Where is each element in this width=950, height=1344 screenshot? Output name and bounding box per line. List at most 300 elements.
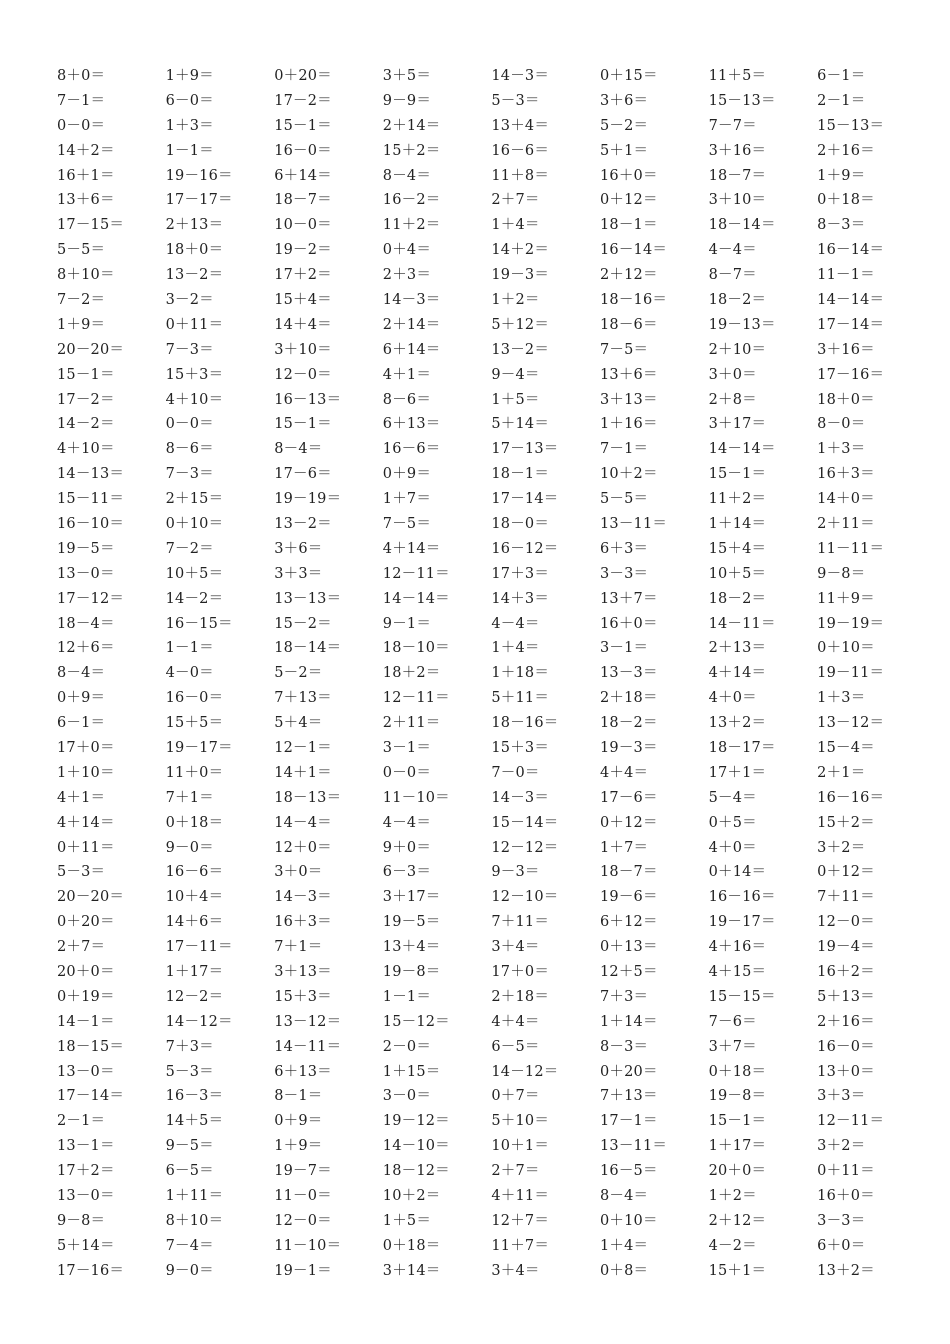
math-problem: 0＋5＝ — [708, 814, 757, 831]
math-problem: 14－3＝ — [274, 889, 332, 906]
math-problem: 18－2＝ — [708, 590, 767, 607]
math-problem: 6＋14＝ — [382, 341, 441, 358]
math-problem: 15＋4＝ — [274, 291, 332, 308]
math-problem: 12－12＝ — [491, 839, 559, 856]
math-problem: 18－2＝ — [599, 715, 658, 732]
math-problem: 18－2＝ — [708, 291, 767, 308]
math-problem: 9－5＝ — [165, 1138, 214, 1155]
math-problem: 18－1＝ — [599, 217, 658, 234]
math-problem: 2＋10＝ — [708, 341, 767, 358]
math-problem: 2＋11＝ — [382, 715, 441, 732]
math-problem: 14－12＝ — [165, 1013, 233, 1030]
problem-row — [57, 983, 937, 1008]
math-problem: 12－0＝ — [817, 914, 875, 931]
math-problem: 0＋18＝ — [382, 1237, 441, 1254]
math-problem: 18－1＝ — [491, 466, 550, 483]
math-problem: 5－3＝ — [165, 1063, 214, 1080]
math-problem: 7－0＝ — [491, 764, 540, 781]
math-problem: 6－1＝ — [57, 715, 106, 732]
math-problem: 13－2＝ — [491, 341, 550, 358]
math-problem: 17＋0＝ — [491, 964, 550, 980]
math-problem: 11＋0＝ — [165, 764, 224, 781]
math-problem: 3＋13＝ — [599, 391, 658, 408]
math-problem: 15＋5＝ — [165, 715, 224, 732]
math-problem: 13－1＝ — [57, 1138, 115, 1155]
math-problem: 15－1＝ — [274, 416, 332, 433]
math-problem: 14－2＝ — [57, 416, 115, 433]
math-problem: 3＋16＝ — [817, 341, 875, 358]
math-problem: 12－11＝ — [817, 1113, 885, 1130]
math-problem: 2＋11＝ — [817, 515, 875, 532]
arithmetic-worksheet — [57, 62, 937, 1282]
math-problem: 3＋6＝ — [599, 92, 649, 109]
math-problem: 14＋5＝ — [165, 1113, 224, 1130]
math-problem: 11＋9＝ — [817, 590, 875, 607]
math-problem: 0＋20＝ — [274, 67, 332, 84]
math-problem: 15＋1＝ — [708, 1262, 767, 1279]
math-problem: 16－0＝ — [165, 690, 224, 707]
math-problem: 1＋4＝ — [491, 640, 540, 657]
math-problem: 0－0＝ — [165, 416, 214, 433]
math-problem: 7＋11＝ — [817, 889, 875, 906]
math-problem: 16－13＝ — [274, 391, 342, 408]
math-problem: 9－8＝ — [57, 1212, 106, 1229]
math-problem: 3＋3＝ — [817, 1088, 866, 1105]
problem-row — [57, 634, 937, 659]
math-problem: 11－1＝ — [817, 267, 875, 284]
math-problem: 14－3＝ — [491, 789, 550, 806]
math-problem: 4＋4＝ — [491, 1013, 540, 1030]
math-problem: 13＋4＝ — [382, 939, 441, 956]
math-problem: 19－3＝ — [599, 739, 658, 756]
math-problem: 8＋10＝ — [57, 267, 115, 284]
problem-row — [57, 759, 937, 784]
math-problem: 8－3＝ — [817, 217, 866, 234]
problem-row — [57, 883, 937, 908]
math-problem: 14－12＝ — [491, 1063, 559, 1080]
math-problem: 12－1＝ — [274, 739, 332, 756]
math-problem: 3－0＝ — [382, 1088, 432, 1105]
math-problem: 11＋7＝ — [491, 1237, 550, 1254]
math-problem: 7＋13＝ — [274, 690, 332, 707]
math-problem: 11＋8＝ — [491, 167, 550, 184]
problem-row — [57, 1058, 937, 1083]
problem-row — [57, 186, 937, 211]
problem-row — [57, 261, 937, 286]
math-problem: 1＋3＝ — [165, 117, 214, 134]
math-problem: 18－7＝ — [274, 192, 332, 209]
math-problem: 0＋11＝ — [57, 839, 115, 856]
math-problem: 18＋0＝ — [817, 391, 875, 408]
math-problem: 2＋18＝ — [491, 988, 550, 1005]
problem-row — [57, 709, 937, 734]
math-problem: 0＋9＝ — [382, 466, 432, 483]
math-problem: 7－2＝ — [57, 291, 106, 308]
math-problem: 18－12＝ — [382, 1163, 450, 1180]
math-problem: 1＋9＝ — [274, 1138, 323, 1155]
math-problem: 5－4＝ — [708, 789, 757, 806]
math-problem: 14＋3＝ — [491, 590, 550, 607]
problem-row — [57, 610, 937, 635]
math-problem: 3＋7＝ — [708, 1038, 757, 1055]
math-problem: 19－13＝ — [708, 316, 776, 333]
math-problem: 20＋0＝ — [708, 1163, 767, 1180]
math-problem: 8－0＝ — [817, 416, 866, 433]
math-problem: 5＋13＝ — [817, 988, 875, 1005]
math-problem: 6－3＝ — [382, 864, 432, 881]
math-problem: 15－13＝ — [817, 117, 885, 134]
math-problem: 4＋1＝ — [382, 366, 432, 383]
math-problem: 15－2＝ — [274, 615, 332, 632]
problem-row — [57, 1033, 937, 1058]
math-problem: 7－5＝ — [599, 341, 649, 358]
math-problem: 4＋16＝ — [708, 939, 767, 956]
math-problem: 4－4＝ — [708, 242, 757, 259]
math-problem: 14－10＝ — [382, 1138, 450, 1155]
math-problem: 9－8＝ — [817, 565, 866, 582]
problem-row — [57, 236, 937, 261]
problem-row — [57, 734, 937, 759]
math-problem: 5＋11＝ — [491, 690, 550, 707]
math-problem: 12－11＝ — [382, 565, 450, 582]
math-problem: 18－17＝ — [708, 739, 776, 756]
math-problem: 4＋14＝ — [382, 540, 441, 557]
math-problem: 14－11＝ — [708, 615, 776, 632]
math-problem: 4－0＝ — [165, 665, 214, 682]
math-problem: 13－11＝ — [599, 1138, 668, 1155]
math-problem: 3＋17＝ — [708, 416, 767, 433]
math-problem: 0＋19＝ — [57, 988, 115, 1005]
math-problem: 16＋2＝ — [817, 964, 875, 980]
math-problem: 2＋12＝ — [708, 1212, 767, 1229]
math-problem: 2＋7＝ — [57, 939, 106, 956]
math-problem: 1＋2＝ — [708, 1188, 757, 1205]
math-problem: 13＋6＝ — [57, 192, 115, 209]
math-problem: 0＋15＝ — [599, 67, 658, 84]
math-problem: 5－5＝ — [57, 242, 106, 259]
math-problem: 13－0＝ — [57, 565, 115, 582]
math-problem: 16＋0＝ — [599, 615, 658, 632]
math-problem: 17－6＝ — [599, 789, 658, 806]
math-problem: 8－4＝ — [599, 1188, 649, 1205]
math-problem: 3＋2＝ — [817, 1138, 866, 1155]
math-problem: 18－10＝ — [382, 640, 450, 657]
math-problem: 7＋1＝ — [165, 789, 214, 806]
math-problem: 2＋16＝ — [817, 142, 875, 159]
math-problem: 5＋12＝ — [491, 316, 550, 333]
math-problem: 0＋11＝ — [817, 1163, 875, 1180]
math-problem: 20－20＝ — [57, 889, 125, 906]
math-problem: 1＋17＝ — [708, 1138, 767, 1155]
math-problem: 2＋7＝ — [491, 1163, 540, 1180]
math-problem: 8＋0＝ — [57, 67, 106, 84]
math-problem: 7＋3＝ — [599, 988, 649, 1005]
math-problem: 2－0＝ — [382, 1038, 432, 1055]
math-problem: 2＋12＝ — [599, 267, 658, 284]
math-problem: 15－1＝ — [274, 117, 332, 134]
math-problem: 2＋3＝ — [382, 267, 432, 284]
math-problem: 10＋5＝ — [165, 565, 224, 582]
math-problem: 13－3＝ — [599, 665, 658, 682]
problem-row — [57, 386, 937, 411]
math-problem: 13－2＝ — [274, 515, 332, 532]
math-problem: 19－5＝ — [57, 540, 115, 557]
math-problem: 16－3＝ — [165, 1088, 224, 1105]
problem-row — [57, 684, 937, 709]
math-problem: 1＋9＝ — [817, 167, 866, 184]
math-problem: 10－0＝ — [274, 217, 332, 234]
math-problem: 3＋17＝ — [382, 889, 441, 906]
math-problem: 13－12＝ — [817, 715, 885, 732]
math-problem: 13－2＝ — [165, 267, 224, 284]
math-problem: 13＋4＝ — [491, 117, 550, 134]
math-problem: 2＋14＝ — [382, 316, 441, 333]
math-problem: 7－3＝ — [165, 341, 214, 358]
math-problem: 0－0＝ — [57, 117, 106, 134]
math-problem: 11＋2＝ — [708, 491, 767, 508]
math-problem: 8－7＝ — [708, 267, 757, 284]
math-problem: 14－4＝ — [274, 814, 332, 831]
math-problem: 0＋10＝ — [817, 640, 875, 657]
math-problem: 20－20＝ — [57, 341, 125, 358]
math-problem: 4＋10＝ — [57, 441, 115, 458]
math-problem: 1＋10＝ — [57, 764, 115, 781]
math-problem: 1＋18＝ — [491, 665, 550, 682]
math-problem: 11－0＝ — [274, 1188, 332, 1205]
math-problem: 12－0＝ — [274, 1212, 332, 1229]
math-problem: 15－13＝ — [708, 92, 776, 109]
math-problem: 15－14＝ — [491, 814, 559, 831]
math-problem: 14－1＝ — [57, 1013, 115, 1030]
math-problem: 6－0＝ — [165, 92, 214, 109]
math-problem: 4＋14＝ — [708, 665, 767, 682]
math-problem: 3－3＝ — [599, 565, 649, 582]
math-problem: 12＋7＝ — [491, 1212, 550, 1229]
problem-row — [57, 87, 937, 112]
math-problem: 4＋10＝ — [165, 391, 224, 408]
math-problem: 0＋11＝ — [165, 316, 224, 333]
math-problem: 17－16＝ — [817, 366, 885, 383]
math-problem: 0＋12＝ — [599, 192, 658, 209]
math-problem: 11＋5＝ — [708, 67, 767, 84]
math-problem: 18－13＝ — [274, 789, 342, 806]
math-problem: 3＋14＝ — [382, 1262, 441, 1279]
math-problem: 18－4＝ — [57, 615, 115, 632]
math-problem: 17－12＝ — [57, 590, 125, 607]
math-problem: 9－4＝ — [491, 366, 540, 383]
problem-row — [57, 560, 937, 585]
math-problem: 17－1＝ — [599, 1113, 658, 1130]
problem-row — [57, 859, 937, 884]
math-problem: 1＋16＝ — [599, 416, 658, 433]
math-problem: 13－0＝ — [57, 1188, 115, 1205]
math-problem: 17－13＝ — [491, 441, 559, 458]
math-problem: 12－11＝ — [382, 690, 450, 707]
math-problem: 1＋3＝ — [817, 690, 866, 707]
math-problem: 17－15＝ — [57, 217, 125, 234]
math-problem: 5＋4＝ — [274, 715, 323, 732]
math-problem: 6－5＝ — [165, 1163, 214, 1180]
problem-row — [57, 535, 937, 560]
math-problem: 14－14＝ — [817, 291, 885, 308]
problem-row — [57, 809, 937, 834]
math-problem: 18－7＝ — [599, 864, 658, 881]
math-problem: 16－10＝ — [57, 515, 125, 532]
problem-row — [57, 137, 937, 162]
math-problem: 17－14＝ — [57, 1088, 125, 1105]
math-problem: 11＋2＝ — [382, 217, 441, 234]
math-problem: 10＋2＝ — [599, 466, 658, 483]
math-problem: 19－16＝ — [165, 167, 233, 184]
math-problem: 9－1＝ — [382, 615, 432, 632]
math-problem: 3＋10＝ — [708, 192, 767, 209]
math-problem: 8＋10＝ — [165, 1212, 224, 1229]
math-problem: 13－11＝ — [599, 515, 668, 532]
math-problem: 14－3＝ — [491, 67, 550, 84]
math-problem: 17－11＝ — [165, 939, 233, 956]
math-problem: 15－4＝ — [817, 739, 875, 756]
problem-row — [57, 1232, 937, 1257]
math-problem: 7－7＝ — [708, 117, 757, 134]
problem-row — [57, 211, 937, 236]
math-problem: 11－11＝ — [817, 540, 885, 557]
math-problem: 14－14＝ — [382, 590, 450, 607]
math-problem: 6＋13＝ — [382, 416, 441, 433]
math-problem: 1＋5＝ — [382, 1212, 432, 1229]
math-problem: 2－1＝ — [57, 1113, 106, 1130]
math-problem: 16＋0＝ — [599, 167, 658, 184]
math-problem: 18－15＝ — [57, 1038, 125, 1055]
math-problem: 18－14＝ — [274, 640, 342, 657]
math-problem: 13－12＝ — [274, 1013, 342, 1030]
math-problem: 7－5＝ — [382, 515, 432, 532]
math-problem: 10＋1＝ — [491, 1138, 550, 1155]
math-problem: 18－7＝ — [708, 167, 767, 184]
math-problem: 12＋5＝ — [599, 964, 658, 980]
problem-row — [57, 784, 937, 809]
math-problem: 16－0＝ — [274, 142, 332, 159]
math-problem: 7＋3＝ — [165, 1038, 214, 1055]
math-problem: 10＋5＝ — [708, 565, 767, 582]
problem-row — [57, 1257, 937, 1282]
math-problem: 3＋10＝ — [274, 341, 332, 358]
math-problem: 2＋14＝ — [382, 117, 441, 134]
math-problem: 9－9＝ — [382, 92, 432, 109]
problem-row — [57, 1157, 937, 1182]
math-problem: 2＋18＝ — [599, 690, 658, 707]
math-problem: 6－1＝ — [817, 67, 866, 84]
problem-row — [57, 435, 937, 460]
math-problem: 7－4＝ — [165, 1237, 214, 1254]
math-problem: 16－6＝ — [165, 864, 224, 881]
math-problem: 17＋2＝ — [57, 1163, 115, 1180]
math-problem: 7－1＝ — [599, 441, 649, 458]
math-problem: 12＋6＝ — [57, 640, 115, 657]
math-problem: 9＋0＝ — [382, 839, 432, 856]
math-problem: 1＋15＝ — [382, 1063, 441, 1080]
math-problem: 7＋11＝ — [491, 914, 550, 931]
math-problem: 0＋12＝ — [817, 864, 875, 881]
math-problem: 16－14＝ — [817, 242, 885, 259]
math-problem: 0＋20＝ — [57, 914, 115, 931]
math-problem: 3－3＝ — [817, 1212, 866, 1229]
math-problem: 14－14＝ — [708, 441, 776, 458]
math-problem: 13－0＝ — [57, 1063, 115, 1080]
math-problem: 14＋4＝ — [274, 316, 332, 333]
math-problem: 16＋3＝ — [817, 466, 875, 483]
math-problem: 17－2＝ — [274, 92, 332, 109]
math-problem: 7－2＝ — [165, 540, 214, 557]
math-problem: 4＋4＝ — [599, 764, 649, 781]
math-problem: 2－1＝ — [817, 92, 866, 109]
math-problem: 19－8＝ — [708, 1088, 767, 1105]
math-problem: 16－6＝ — [382, 441, 441, 458]
math-problem: 3＋2＝ — [817, 839, 866, 856]
math-problem: 4－4＝ — [491, 615, 540, 632]
math-problem: 14＋0＝ — [817, 491, 875, 508]
math-problem: 4＋0＝ — [708, 690, 757, 707]
math-problem: 19－17＝ — [708, 914, 776, 931]
math-problem: 16－16＝ — [817, 789, 885, 806]
math-problem: 14－11＝ — [274, 1038, 342, 1055]
math-problem: 4＋14＝ — [57, 814, 115, 831]
math-problem: 14＋6＝ — [165, 914, 224, 931]
math-problem: 15－11＝ — [57, 491, 125, 508]
math-problem: 0＋10＝ — [165, 515, 224, 532]
problem-row — [57, 585, 937, 610]
problem-row — [57, 834, 937, 859]
problem-row — [57, 286, 937, 311]
math-problem: 17＋3＝ — [491, 565, 550, 582]
math-problem: 19－17＝ — [165, 739, 233, 756]
math-problem: 1＋14＝ — [708, 515, 767, 532]
problem-row — [57, 62, 937, 87]
math-problem: 0＋9＝ — [274, 1113, 323, 1130]
math-problem: 12＋0＝ — [274, 839, 332, 856]
math-problem: 1＋7＝ — [599, 839, 649, 856]
math-problem: 18－16＝ — [599, 291, 668, 308]
math-problem: 12－10＝ — [491, 889, 559, 906]
math-problem: 14＋1＝ — [274, 764, 332, 781]
math-problem: 15－1＝ — [708, 1113, 767, 1130]
math-problem: 1＋14＝ — [599, 1013, 658, 1030]
problem-row — [57, 1132, 937, 1157]
problem-row — [57, 485, 937, 510]
math-problem: 2＋7＝ — [491, 192, 540, 209]
math-problem: 5＋1＝ — [599, 142, 649, 159]
math-problem: 8－6＝ — [165, 441, 214, 458]
math-problem: 1＋7＝ — [382, 491, 432, 508]
math-problem: 13＋0＝ — [817, 1063, 875, 1080]
math-problem: 3＋13＝ — [274, 964, 332, 980]
math-problem: 11－10＝ — [274, 1237, 342, 1254]
math-problem: 19－6＝ — [599, 889, 658, 906]
math-problem: 8－4＝ — [382, 167, 432, 184]
math-problem: 0＋9＝ — [57, 690, 106, 707]
math-problem: 15＋3＝ — [274, 988, 332, 1005]
math-problem: 5＋14＝ — [57, 1237, 115, 1254]
problem-row — [57, 361, 937, 386]
math-problem: 10＋4＝ — [165, 889, 224, 906]
math-problem: 0＋12＝ — [599, 814, 658, 831]
math-problem: 15＋3＝ — [165, 366, 224, 383]
math-problem: 14－2＝ — [165, 590, 224, 607]
math-problem: 3＋5＝ — [382, 67, 432, 84]
math-problem: 16＋3＝ — [274, 914, 332, 931]
problem-row — [57, 112, 937, 137]
math-problem: 9－0＝ — [165, 1262, 214, 1279]
math-problem: 19－7＝ — [274, 1163, 332, 1180]
